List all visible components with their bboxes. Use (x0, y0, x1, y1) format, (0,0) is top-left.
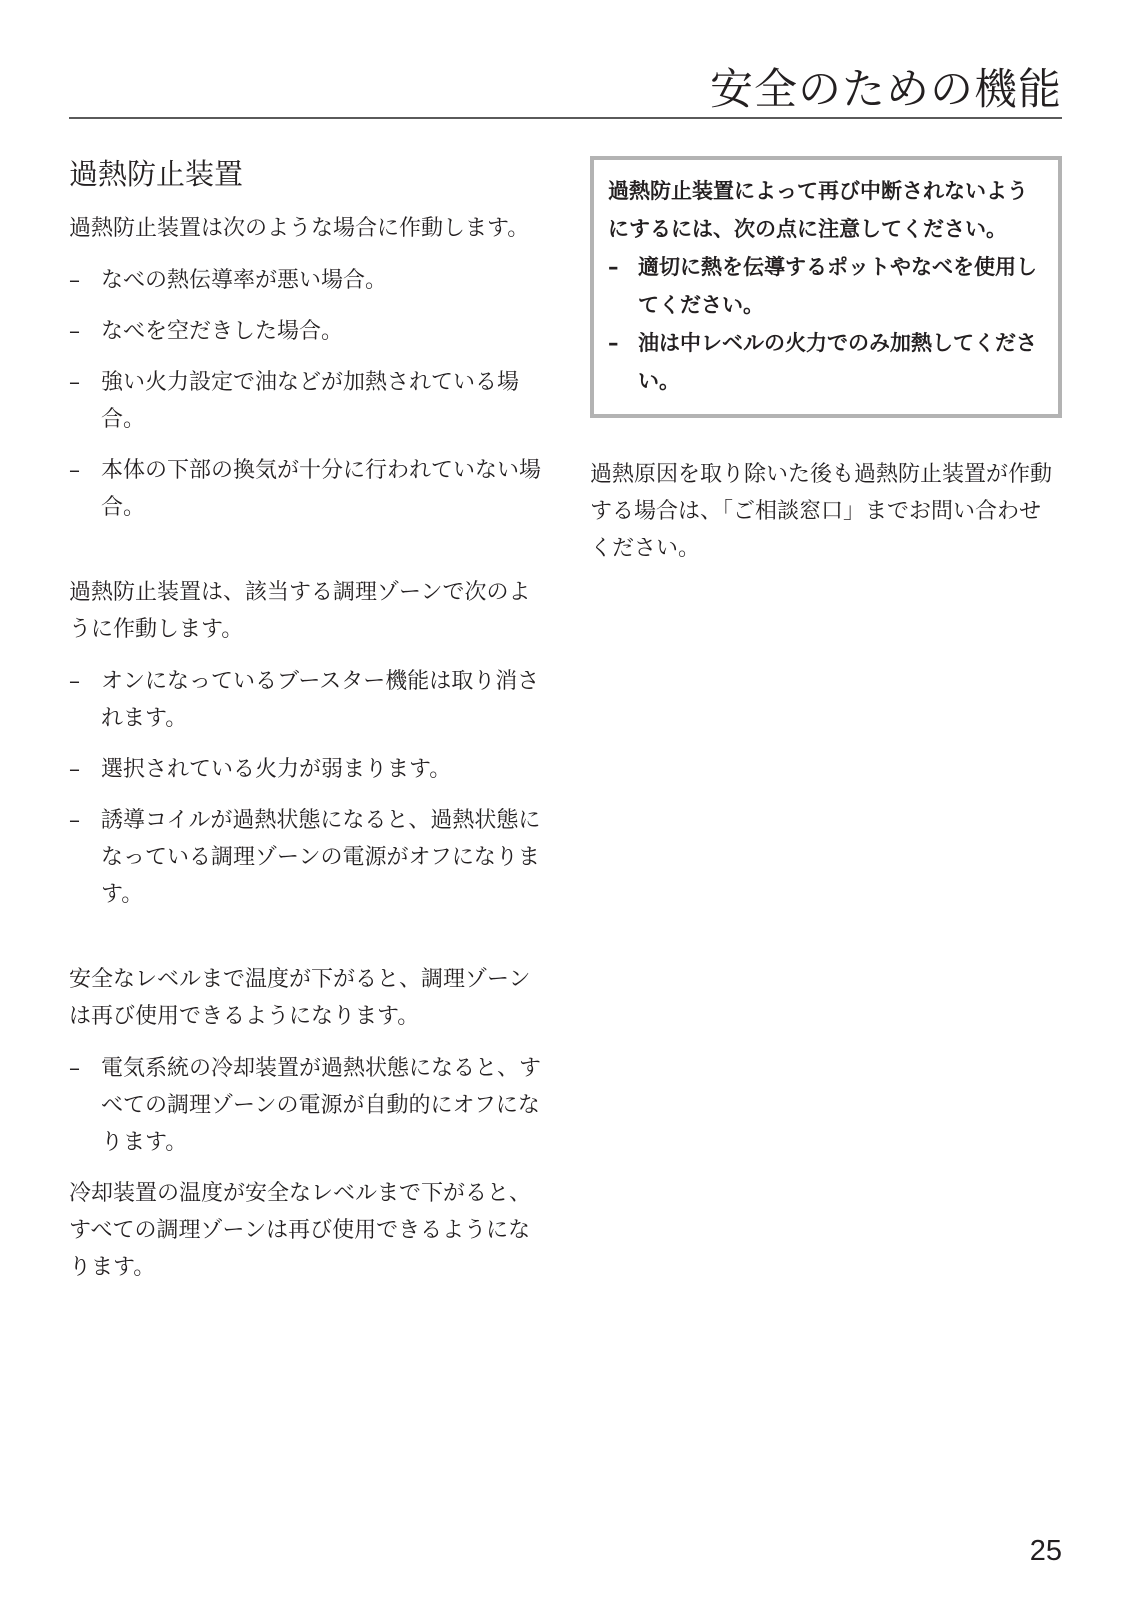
list-item (69, 802, 549, 913)
list-item-text: 強い火力設定で油などが加熱されている場合。 (101, 370, 520, 432)
list-item-text: 電気系統の冷却装置が過熱状態になると、すべての調理ゾーンの電源が自動的にオフになります。 (101, 1056, 542, 1155)
warning-box (590, 156, 1062, 418)
list-dash: – (69, 370, 80, 395)
left-column (69, 152, 549, 1286)
header-rule (69, 117, 1062, 119)
list-item (69, 364, 549, 438)
list-item-text: オンになっているブースター機能は取り消されます。 (101, 669, 540, 731)
list-dash: – (69, 268, 80, 293)
list-item-text: 適切に熱を伝導するポットやなべを使用してください。 (638, 255, 1037, 317)
list-item (69, 262, 549, 299)
list-item-text: 本体の下部の換気が十分に行われていない場合。 (101, 458, 542, 520)
cooling-list (69, 1050, 549, 1161)
list-item-text: 選択されている火力が弱まります。 (101, 757, 452, 782)
list-item-text: 油は中レベルの火力でのみ加熱してください。 (638, 331, 1037, 393)
list-dash: – (69, 757, 80, 782)
condition-list (69, 262, 549, 526)
list-dash: – (69, 808, 80, 833)
list-item (608, 248, 1044, 324)
list-item-text: なべを空だきした場合。 (101, 319, 344, 344)
behavior-list (69, 663, 549, 913)
list-item (69, 313, 549, 350)
contact-note: 過熱原因を取り除いた後も過熱防止装置が作動する場合は、「ご相談窓口」までお問い合わせください。 (590, 462, 1053, 561)
list-dash: – (69, 1056, 80, 1081)
recovery-text: 安全なレベルまで温度が下がると、調理ゾーンは再び使用できるようになります。 (69, 967, 531, 1029)
list-dash: – (69, 669, 80, 694)
list-dash: – (608, 255, 619, 279)
list-item (69, 1050, 549, 1161)
list-item (608, 324, 1044, 400)
page-number: 25 (1029, 1535, 1062, 1567)
list-item (69, 452, 549, 526)
list-item-text: なべの熱伝導率が悪い場合。 (101, 268, 388, 293)
list-dash: – (69, 319, 80, 344)
list-item-text: 誘導コイルが過熱状態になると、過熱状態になっている調理ゾーンの電源がオフになります。 (101, 808, 541, 907)
right-column (590, 156, 1062, 567)
behavior-intro-text: 過熱防止装置は、該当する調理ゾーンで次のように作動します。 (69, 580, 531, 642)
list-dash: – (608, 331, 619, 355)
list-item (69, 663, 549, 737)
list-dash: – (69, 458, 80, 483)
list-item (69, 751, 549, 788)
section-title: 過熱防止装置 (69, 157, 244, 191)
warning-text: 過熱防止装置によって再び中断されないようにするには、次の点に注意してください。 (608, 179, 1028, 241)
cooling-recovery-text: 冷却装置の温度が安全なレベルまで下がると、すべての調理ゾーンは再び使用できるようになります。 (69, 1181, 532, 1280)
intro-text: 過熱防止装置は次のような場合に作動します。 (69, 216, 530, 241)
warning-list (608, 248, 1044, 400)
chapter-title: 安全のための機能 (710, 65, 1062, 115)
